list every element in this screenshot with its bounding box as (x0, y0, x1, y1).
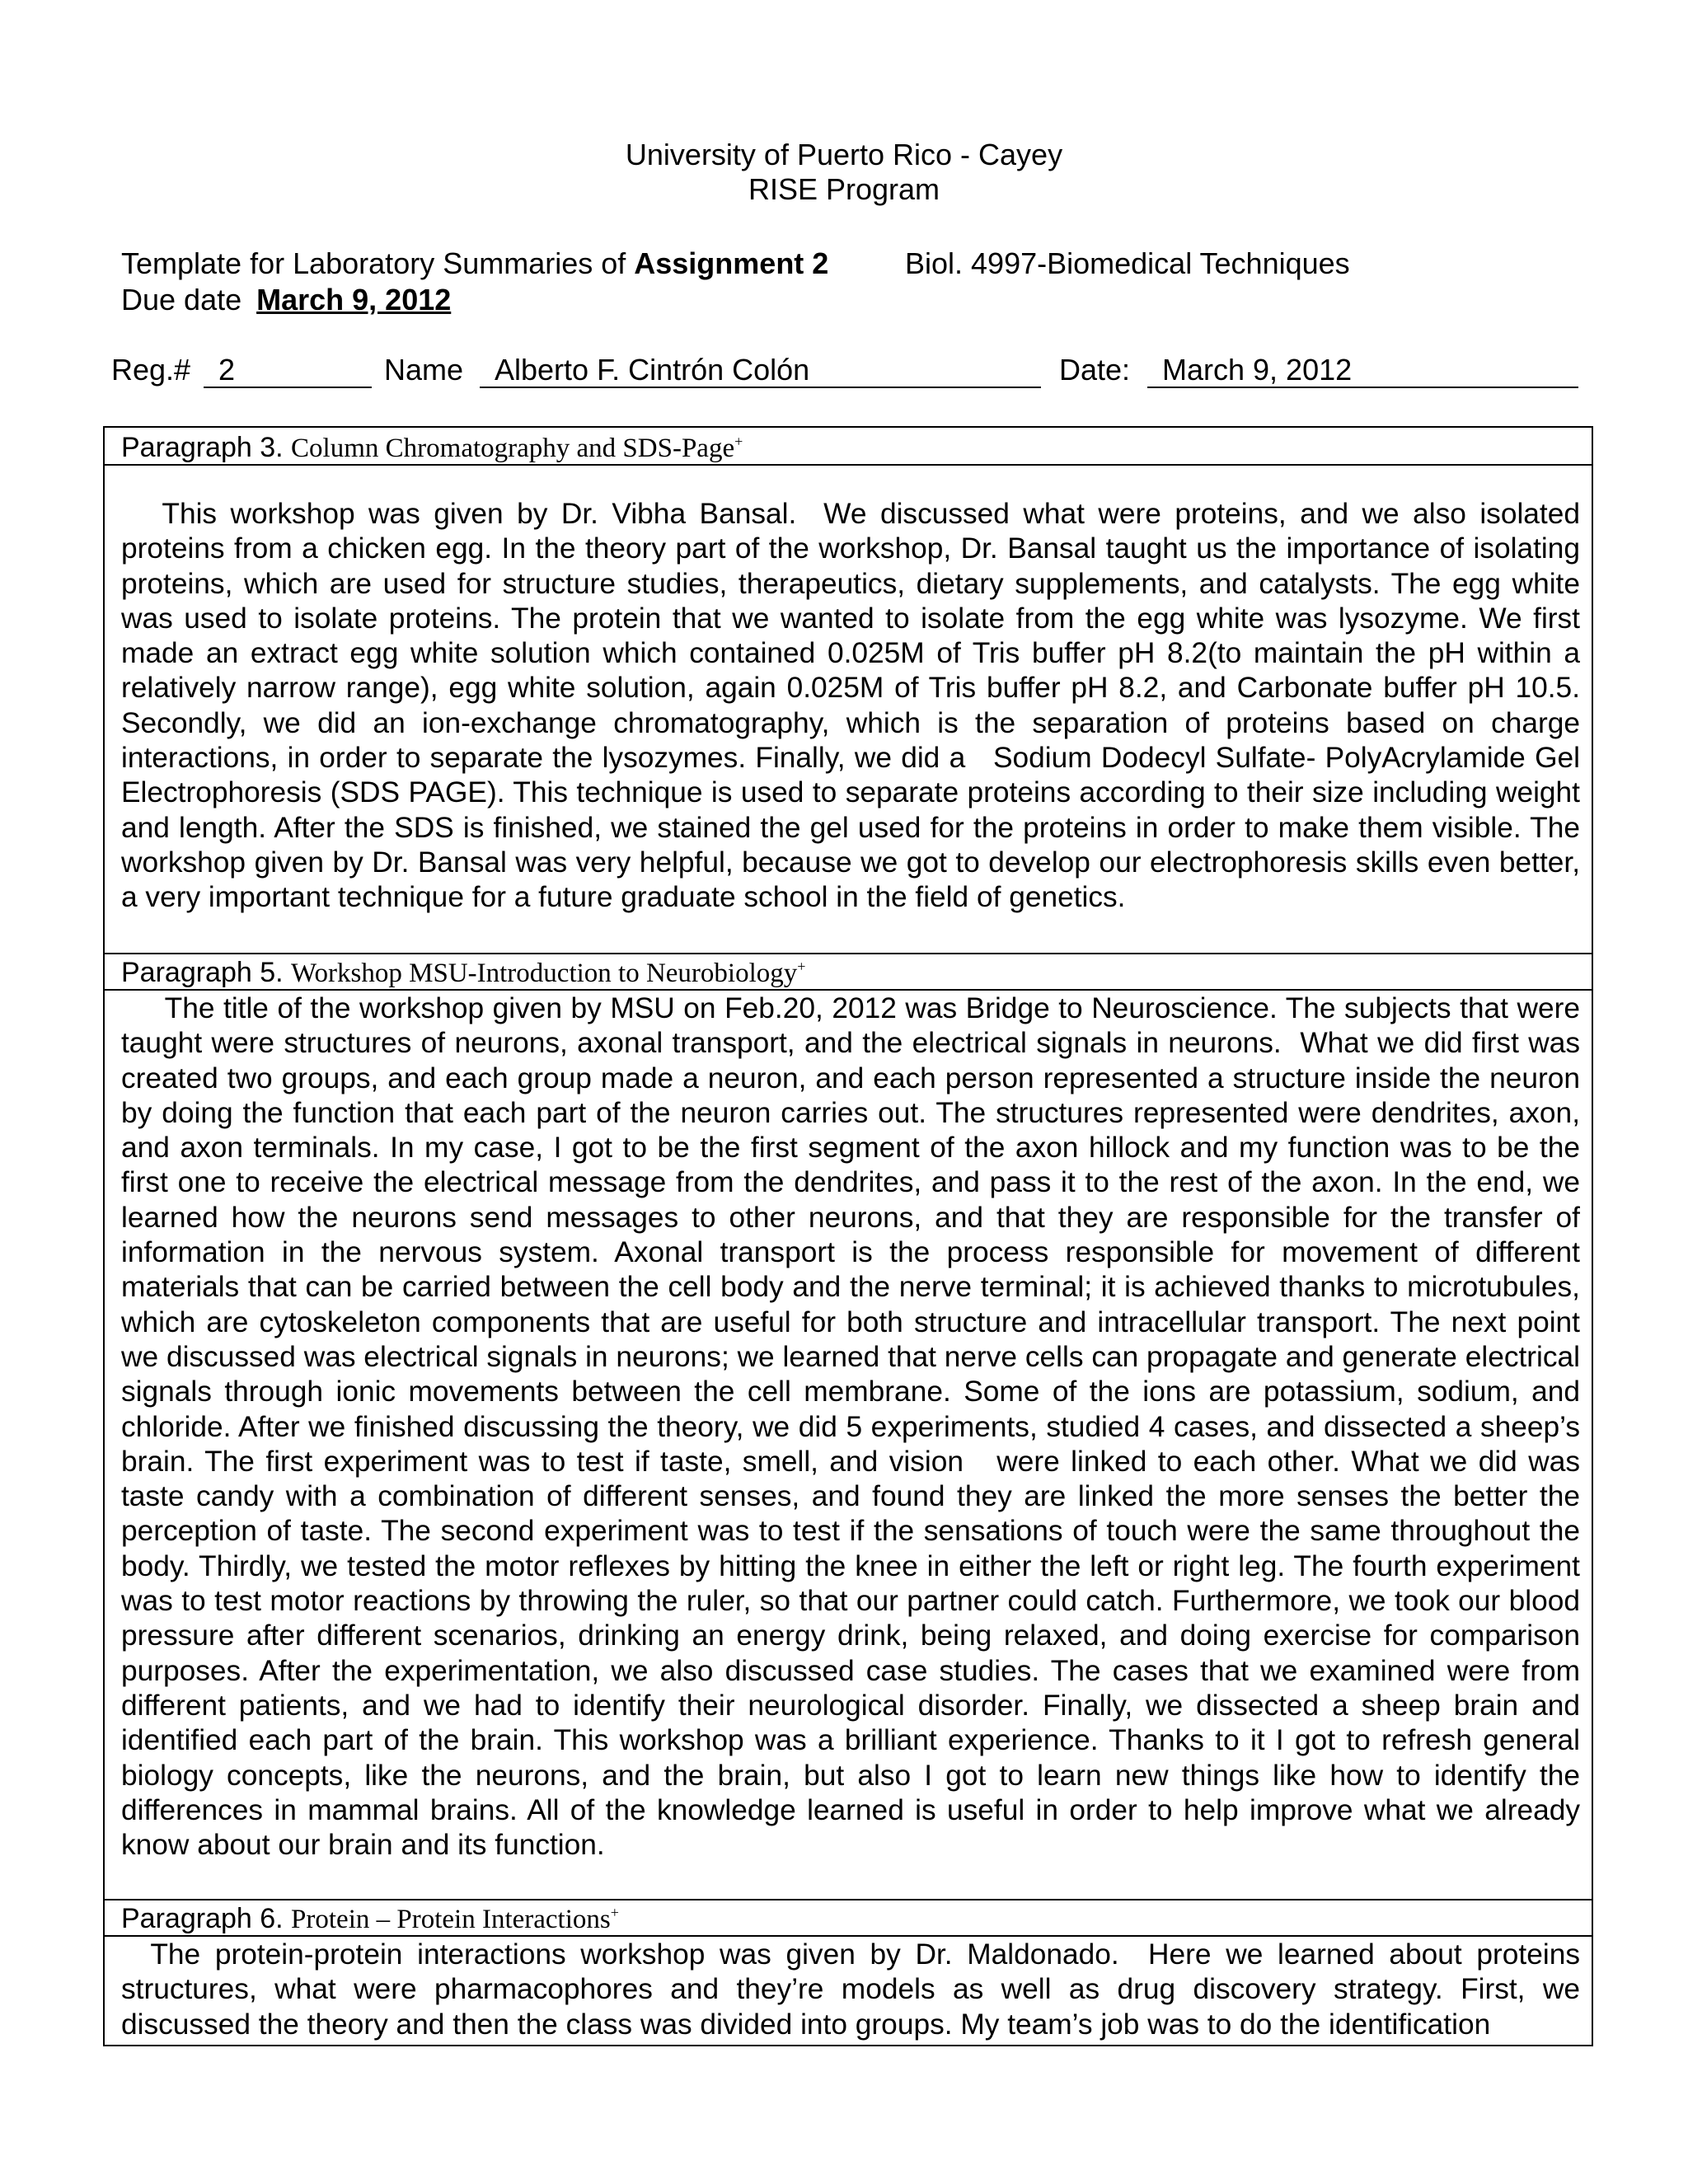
section-header (105, 956, 1592, 990)
section-header (105, 1902, 1592, 1936)
section-title: Workshop MSU-Introduction to Neurobiology (291, 958, 798, 988)
row-divider (105, 1899, 1592, 1900)
template-prefix: Template for Laboratory Summaries of (121, 246, 635, 280)
reg-label: Reg.# (111, 353, 191, 387)
due-date-line (121, 282, 451, 318)
template-title (121, 246, 828, 282)
program-name: RISE Program (748, 172, 940, 206)
section-title: Protein – Protein Interactions (291, 1905, 611, 1934)
row-divider (105, 989, 1592, 991)
course-name: Biol. 4997-Biomedical Techniques (905, 246, 1350, 280)
section-body: The title of the workshop given by MSU on Feb.20, 2012 was Bridge to Neuroscience. The subjects that were taught were structures of neurons, axonal transport, and the electrical signals in neurons. What we did first was created two groups, and each group made a neuron, and each person represented a structure inside the neuron by doing the function that each part of the neuron carries out. The structures represented were dendrites, axon, and axon terminals. In my case, I got to be the first segment of the axon hillock and my function was to be the first one to receive the electrical message from the dendrites, and pass it to the rest of the axon. In the end, we learned how the neurons send messages to other neurons, and that they are responsible for the transfer of information in the nervous system. Axonal transport is the process responsible for movement of different materials that can be carried between the cell body and the nerve terminal; it is achieved thanks to microtubules, which are cytoskeleton components that are useful for both structure and intracellular transport. The next point we discussed was electrical signals in neurons; we learned that nerve cells can propagate and generate electrical signals through ionic movements between the cell membrane. Some of the ions are potassium, sodium, and chloride. After we finished discussing the theory, we did 5 experiments, studied 4 cases, and dissected a sheep’s brain. The first experiment was to test if taste, smell, and vision were linked to each other. What we did was taste candy with a combination of different senses, and found they are linked the more senses the better the perception of taste. The second experiment was to test if the sensations of touch were the same throughout the body. Thirdly, we tested the motor reflexes by hitting the knee in either the left or right leg. The fourth experiment was to test motor reactions by throwing the ruler, so that our partner could catch. Furthermore, we took our blood pressure after different scenarios, drinking an energy drink, being relaxed, and doing exercise for comparison purposes. After the experimentation, we also discussed case studies. The cases that we examined were from different patients, and we had to identify their neurological disorder. Finally, we dissected a sheep brain and identified each part of the brain. This workshop was a brilliant experience. Thanks to it I got to refresh general biology concepts, like the neurons, and the brain, but also I got to learn new things like how to identify the differences in mammal brains. All of the knowledge learned is useful in order to help improve what we already know about our brain and its function. (121, 992, 1588, 1862)
section-body: The protein-protein interactions workshop was given by Dr. Maldonado. Here we learned about proteins structures, what were pharmacophores and they’re models as well as drug discovery strategy. First, we discussed the theory and then the class was divided into groups. My team’s job was to do the identification (121, 1938, 1588, 2041)
section-header (105, 431, 1592, 465)
row-divider (105, 1935, 1592, 1937)
section-body: This workshop was given by Dr. Vibha Bansal. We discussed what were proteins, and we also isolated proteins from a chicken egg. In the theory part of the workshop, Dr. Bansal taught us the importance of isolating proteins, which are used for structure studies, therapeutics, dietary supplements, and catalysts. The egg white was used to isolate proteins. The protein that we wanted to isolate from the egg white was lysozyme. We first made an extract egg white solution which contained 0.025M of Tris buffer pH 8.2(to maintain the pH within a relatively narrow range), egg white solution, again 0.025M of Tris buffer pH 8.2, and Carbonate buffer pH 10.5. Secondly, we did an ion-exchange chromatography, which is the separation of proteins based on charge interactions, in order to separate the lysozymes. Finally, we did a Sodium Dodecyl Sulfate- PolyAcrylamide Gel Electrophoresis (SDS PAGE). This technique is used to separate proteins according to their size including weight and length. After the SDS is finished, we stained the gel used for the proteins in order to make them visible. The workshop given by Dr. Bansal was very helpful, because we got to develop our electrophoresis skills even better, a very important technique for a future graduate school in the field of genetics. (121, 498, 1588, 914)
university-name: University of Puerto Rico - Cayey (625, 138, 1063, 171)
due-date-label: Due date (121, 283, 242, 316)
section-label: Paragraph 5. (121, 957, 284, 988)
section-mark: + (610, 1904, 619, 1921)
row-divider (105, 953, 1592, 954)
section-label: Paragraph 6. (121, 1903, 284, 1934)
summary-table (103, 426, 1593, 2046)
section-mark: + (734, 433, 743, 450)
row-divider (105, 464, 1592, 466)
section-title: Column Chromatography and SDS-Page (291, 434, 735, 463)
reg-field: 2 (204, 352, 372, 388)
date-label: Date: (1059, 353, 1131, 387)
student-info-row (111, 352, 1578, 391)
due-date-value: March 9, 2012 (256, 283, 452, 316)
name-label: Name (384, 353, 464, 387)
section-mark: + (797, 958, 806, 975)
date-field: March 9, 2012 (1147, 352, 1578, 388)
assignment-label: Assignment 2 (634, 246, 829, 280)
name-field: Alberto F. Cintrón Colón (480, 352, 1041, 388)
section-label: Paragraph 3. (121, 432, 284, 463)
